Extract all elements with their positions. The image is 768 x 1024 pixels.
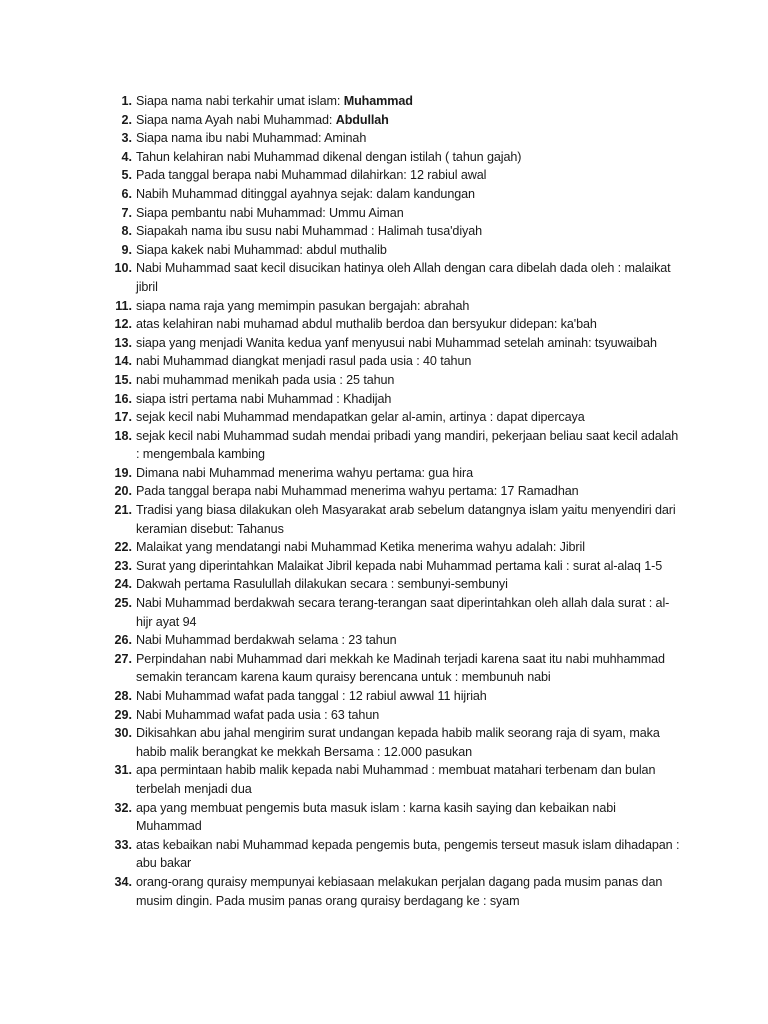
- question-number: 3.: [121, 131, 132, 146]
- question-body: Siapa nama Ayah nabi Muhammad:: [136, 112, 336, 127]
- question-body: sejak kecil nabi Muhammad sudah mendai pribadi yang mandiri, pekerjaan beliau saat kecil adalah : mengembala kambing: [136, 428, 679, 462]
- question-item: [104, 185, 684, 204]
- question-item: [104, 390, 684, 409]
- question-body: Nabi Muhammad wafat pada usia : 63 tahun: [136, 707, 380, 722]
- question-text: [136, 92, 684, 111]
- question-number: 11.: [115, 298, 132, 313]
- question-number: 13.: [114, 335, 132, 350]
- question-number: 30.: [114, 726, 132, 741]
- question-list: [104, 92, 684, 910]
- question-text: [136, 371, 684, 390]
- question-text: [136, 706, 684, 725]
- question-body: Siapa nama nabi terkahir umat islam:: [136, 94, 344, 108]
- question-body: Nabi Muhammad wafat pada tanggal : 12 rabiul awwal 11 hijriah: [136, 689, 487, 703]
- question-number: 29.: [114, 707, 132, 722]
- question-number: 1.: [121, 94, 132, 108]
- question-number: 21.: [114, 503, 132, 518]
- question-number: 8.: [121, 224, 132, 239]
- question-number: 27.: [114, 651, 132, 666]
- question-number: 28.: [114, 689, 132, 703]
- question-number: 31.: [114, 763, 132, 778]
- question-text: [136, 761, 684, 798]
- question-answer-bold: Abdullah: [335, 112, 389, 127]
- question-number: 7.: [121, 205, 132, 220]
- question-body: Pada tanggal berapa nabi Muhammad dilahirkan: 12 rabiul awal: [136, 168, 487, 183]
- question-number: 25.: [114, 596, 132, 611]
- question-body: Nabih Muhammad ditinggal ayahnya sejak: dalam kandungan: [136, 186, 475, 201]
- question-number: 4.: [121, 149, 132, 164]
- question-number: 5.: [121, 168, 132, 183]
- question-number: 19.: [114, 465, 132, 480]
- question-text: [136, 557, 684, 576]
- question-text: [136, 464, 684, 483]
- question-item: [104, 148, 684, 167]
- question-number: 20.: [114, 484, 132, 499]
- question-text: [136, 241, 684, 260]
- question-text: [136, 129, 684, 148]
- question-number: 32.: [114, 800, 132, 815]
- question-body: apa yang membuat pengemis buta masuk islam : karna kasih saying dan kebaikan nabi Muhammad: [136, 800, 616, 834]
- question-item: [104, 482, 684, 501]
- question-body: Malaikat yang mendatangi nabi Muhammad Ketika menerima wahyu adalah: Jibril: [136, 540, 585, 555]
- question-body: Dimana nabi Muhammad menerima wahyu pertama: gua hira: [136, 465, 473, 480]
- question-body: Tahun kelahiran nabi Muhammad dikenal dengan istilah ( tahun gajah): [136, 149, 522, 164]
- question-body: siapa yang menjadi Wanita kedua yanf menyusui nabi Muhammad setelah aminah: tsyuwaibah: [136, 335, 657, 350]
- question-body: atas kebaikan nabi Muhammad kepada pengemis buta, pengemis terseut masuk islam dihadapan : abu bakar: [136, 837, 680, 871]
- question-text: [136, 185, 684, 204]
- question-body: Surat yang diperintahkan Malaikat Jibril kepada nabi Muhammad pertama kali : surat al-alaq 1-5: [136, 558, 663, 573]
- question-item: [104, 687, 684, 706]
- question-item: [104, 464, 684, 483]
- question-body: atas kelahiran nabi muhamad abdul muthalib berdoa dan bersyukur didepan: ka'bah: [136, 317, 597, 332]
- question-body: Dikisahkan abu jahal mengirim surat undangan kepada habib malik seorang raja di syam, maka habib malik berangkat ke mekkah Bersama : 12.000 pasukan: [136, 726, 660, 759]
- question-item: [104, 129, 684, 148]
- question-text: [136, 631, 684, 650]
- question-number: 12.: [114, 317, 132, 332]
- question-text: [136, 724, 684, 761]
- question-body: apa permintaan habib malik kepada nabi Muhammad : membuat matahari terbenam dan bulan terbelah menjadi dua: [136, 763, 656, 796]
- question-text: [136, 166, 684, 185]
- question-text: [136, 836, 684, 873]
- question-item: [104, 427, 684, 464]
- question-item: [104, 352, 684, 371]
- question-item: [104, 408, 684, 427]
- question-text: [136, 204, 684, 223]
- question-item: [104, 631, 684, 650]
- question-text: [136, 334, 684, 353]
- question-body: Siapa pembantu nabi Muhammad: Ummu Aiman: [136, 205, 404, 220]
- question-text: [136, 148, 684, 167]
- question-item: [104, 315, 684, 334]
- question-number: 23.: [114, 558, 132, 573]
- question-answer-bold: Muhammad: [343, 94, 413, 108]
- question-text: [136, 315, 684, 334]
- question-item: [104, 371, 684, 390]
- question-text: [136, 222, 684, 241]
- question-body: Nabi Muhammad berdakwah secara terang-terangan saat diperintahkan oleh allah dala surat : al-hijr ayat 94: [136, 596, 670, 629]
- question-text: [136, 501, 684, 538]
- question-item: [104, 799, 684, 836]
- question-item: [104, 594, 684, 631]
- question-item: [104, 241, 684, 260]
- question-body: Dakwah pertama Rasulullah dilakukan secara : sembunyi-sembunyi: [136, 577, 508, 592]
- question-item: [104, 873, 684, 910]
- question-item: [104, 334, 684, 353]
- question-number: 10.: [114, 261, 132, 276]
- question-body: Perpindahan nabi Muhammad dari mekkah ke Madinah terjadi karena saat itu nabi muhhammad semakin terancam karena kaum quraisy berencana untuk : membunuh nabi: [136, 651, 665, 685]
- question-text: [136, 538, 684, 557]
- question-item: [104, 538, 684, 557]
- question-text: [136, 297, 684, 316]
- question-text: [136, 352, 684, 371]
- question-number: 9.: [121, 242, 132, 257]
- question-text: [136, 687, 684, 706]
- question-item: [104, 166, 684, 185]
- question-body: Siapa nama ibu nabi Muhammad: Aminah: [136, 131, 367, 146]
- question-body: nabi Muhammad diangkat menjadi rasul pada usia : 40 tahun: [136, 354, 472, 369]
- question-number: 17.: [114, 410, 132, 425]
- question-text: [136, 427, 684, 464]
- question-text: [136, 111, 684, 130]
- question-text: [136, 575, 684, 594]
- question-item: [104, 297, 684, 316]
- question-number: 14.: [114, 354, 132, 369]
- question-text: [136, 799, 684, 836]
- question-item: [104, 222, 684, 241]
- question-item: [104, 111, 684, 130]
- question-body: Pada tanggal berapa nabi Muhammad menerima wahyu pertama: 17 Ramadhan: [136, 484, 579, 499]
- question-text: [136, 390, 684, 409]
- question-item: [104, 575, 684, 594]
- question-number: 26.: [114, 633, 132, 648]
- question-body: orang-orang quraisy mempunyai kebiasaan melakukan perjalan dagang pada musim panas dan musim dingin. Pada musim panas orang quraisy berdagang ke : syam: [136, 874, 663, 908]
- question-number: 15.: [114, 372, 132, 387]
- question-text: [136, 259, 684, 296]
- question-item: [104, 724, 684, 761]
- question-body: siapa istri pertama nabi Muhammad : Khadijah: [136, 391, 392, 406]
- question-text: [136, 594, 684, 631]
- question-body: Nabi Muhammad saat kecil disucikan hatinya oleh Allah dengan cara dibelah dada oleh : malaikat jibril: [136, 261, 671, 294]
- question-body: Siapa kakek nabi Muhammad: abdul muthalib: [136, 242, 387, 257]
- question-number: 33.: [114, 837, 132, 852]
- question-number: 34.: [114, 874, 132, 889]
- question-text: [136, 408, 684, 427]
- question-item: [104, 706, 684, 725]
- question-number: 16.: [114, 391, 132, 406]
- question-item: [104, 650, 684, 687]
- question-text: [136, 650, 684, 687]
- question-item: [104, 259, 684, 296]
- question-number: 18.: [114, 428, 132, 443]
- question-number: 22.: [114, 540, 132, 555]
- question-number: 2.: [121, 112, 132, 127]
- question-item: [104, 501, 684, 538]
- question-body: Tradisi yang biasa dilakukan oleh Masyarakat arab sebelum datangnya islam yaitu menyendiri dari keramian disebut: Tahanus: [136, 503, 676, 536]
- question-body: Siapakah nama ibu susu nabi Muhammad : Halimah tusa'diyah: [136, 224, 483, 239]
- question-body: siapa nama raja yang memimpin pasukan bergajah: abrahah: [136, 298, 470, 313]
- question-text: [136, 482, 684, 501]
- question-body: nabi muhammad menikah pada usia : 25 tahun: [136, 372, 395, 387]
- question-text: [136, 873, 684, 910]
- question-item: [104, 836, 684, 873]
- question-body: Nabi Muhammad berdakwah selama : 23 tahun: [136, 633, 397, 648]
- question-item: [104, 761, 684, 798]
- question-item: [104, 557, 684, 576]
- question-item: [104, 204, 684, 223]
- question-number: 6.: [121, 186, 132, 201]
- question-body: sejak kecil nabi Muhammad mendapatkan gelar al-amin, artinya : dapat dipercaya: [136, 410, 585, 425]
- question-number: 24.: [114, 577, 132, 592]
- question-item: [104, 92, 684, 111]
